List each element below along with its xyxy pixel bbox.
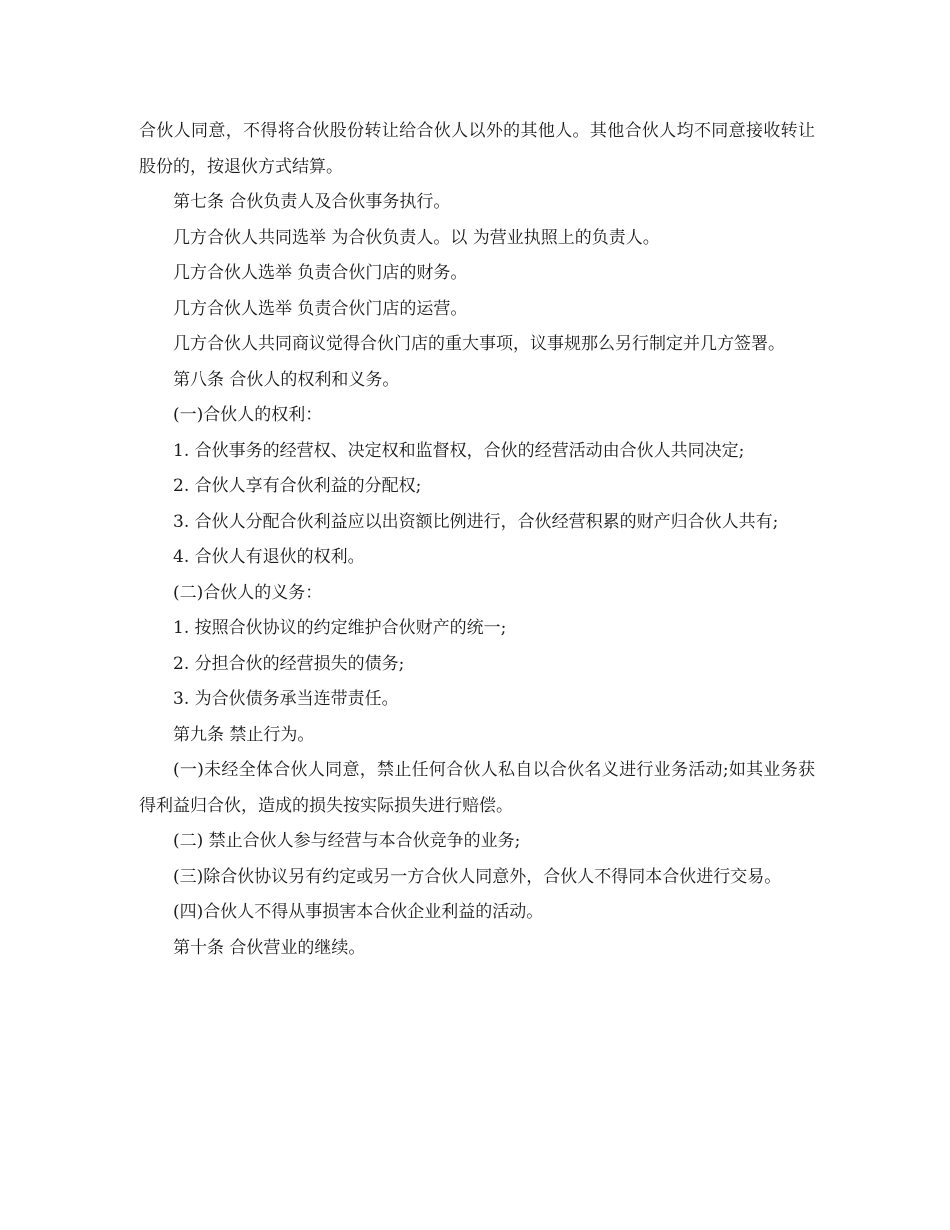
duties-item-2: 2. 分担合伙的经营损失的债务;: [173, 653, 405, 674]
article-7-heading: 第七条 合伙负责人及合伙事务执行。: [173, 192, 451, 212]
rights-item-2: 2. 合伙人享有合伙利益的分配权;: [173, 476, 422, 496]
prohibition-item-2: (二) 禁止合伙人参与经营与本合伙竞争的业务;: [173, 831, 521, 851]
duties-subheading: (二)合伙人的义务：: [173, 582, 323, 603]
rights-item-1: 1. 合伙事务的经营权、决定权和监督权，合伙的经营活动由合伙人共同决定;: [173, 440, 745, 461]
duties-item-1: 1. 按照合伙协议的约定维护合伙财产的统一;: [173, 618, 507, 638]
article-9-heading: 第九条 禁止行为。: [173, 724, 315, 745]
prohibition-item-1: (一)未经全体合伙人同意，禁止任何合伙人私自以合伙名义进行业务活动;如其业务获得利益归合伙，造成的损失按实际损失进行赔偿。: [139, 760, 815, 816]
paragraph-elect-finance: 几方合伙人选举 负责合伙门店的财务。: [173, 263, 468, 283]
paragraph-continuation-transfer: 合伙人同意，不得将合伙股份转让给合伙人以外的其他人。其他合伙人均不同意接收转让股份的，按退伙方式结算。: [139, 121, 815, 177]
paragraph-elect-leader: 几方合伙人共同选举 为合伙负责人。以 为营业执照上的负责人。: [173, 227, 660, 248]
rights-subheading: (一)合伙人的权利：: [173, 405, 323, 425]
document-body: [139, 114, 815, 966]
rights-item-4: 4. 合伙人有退伙的权利。: [173, 547, 365, 567]
rights-item-3: 3. 合伙人分配合伙利益应以出资额比例进行，合伙经营积累的财产归合伙人共有;: [173, 511, 779, 532]
paragraph-major-matters: 几方合伙人共同商议觉得合伙门店的重大事项，议事规那么另行制定并几方签署。: [173, 334, 785, 354]
prohibition-item-3: (三)除合伙协议另有约定或另一方合伙人同意外，合伙人不得同本合伙进行交易。: [173, 866, 782, 887]
prohibition-item-4: (四)合伙人不得从事损害本合伙企业利益的活动。: [173, 902, 544, 922]
article-10-heading: 第十条 合伙营业的继续。: [173, 937, 366, 958]
duties-item-3: 3. 为合伙债务承当连带责任。: [173, 689, 399, 709]
article-8-heading: 第八条 合伙人的权利和义务。: [173, 369, 400, 390]
paragraph-elect-operations: 几方合伙人选举 负责合伙门店的运营。: [173, 298, 468, 319]
